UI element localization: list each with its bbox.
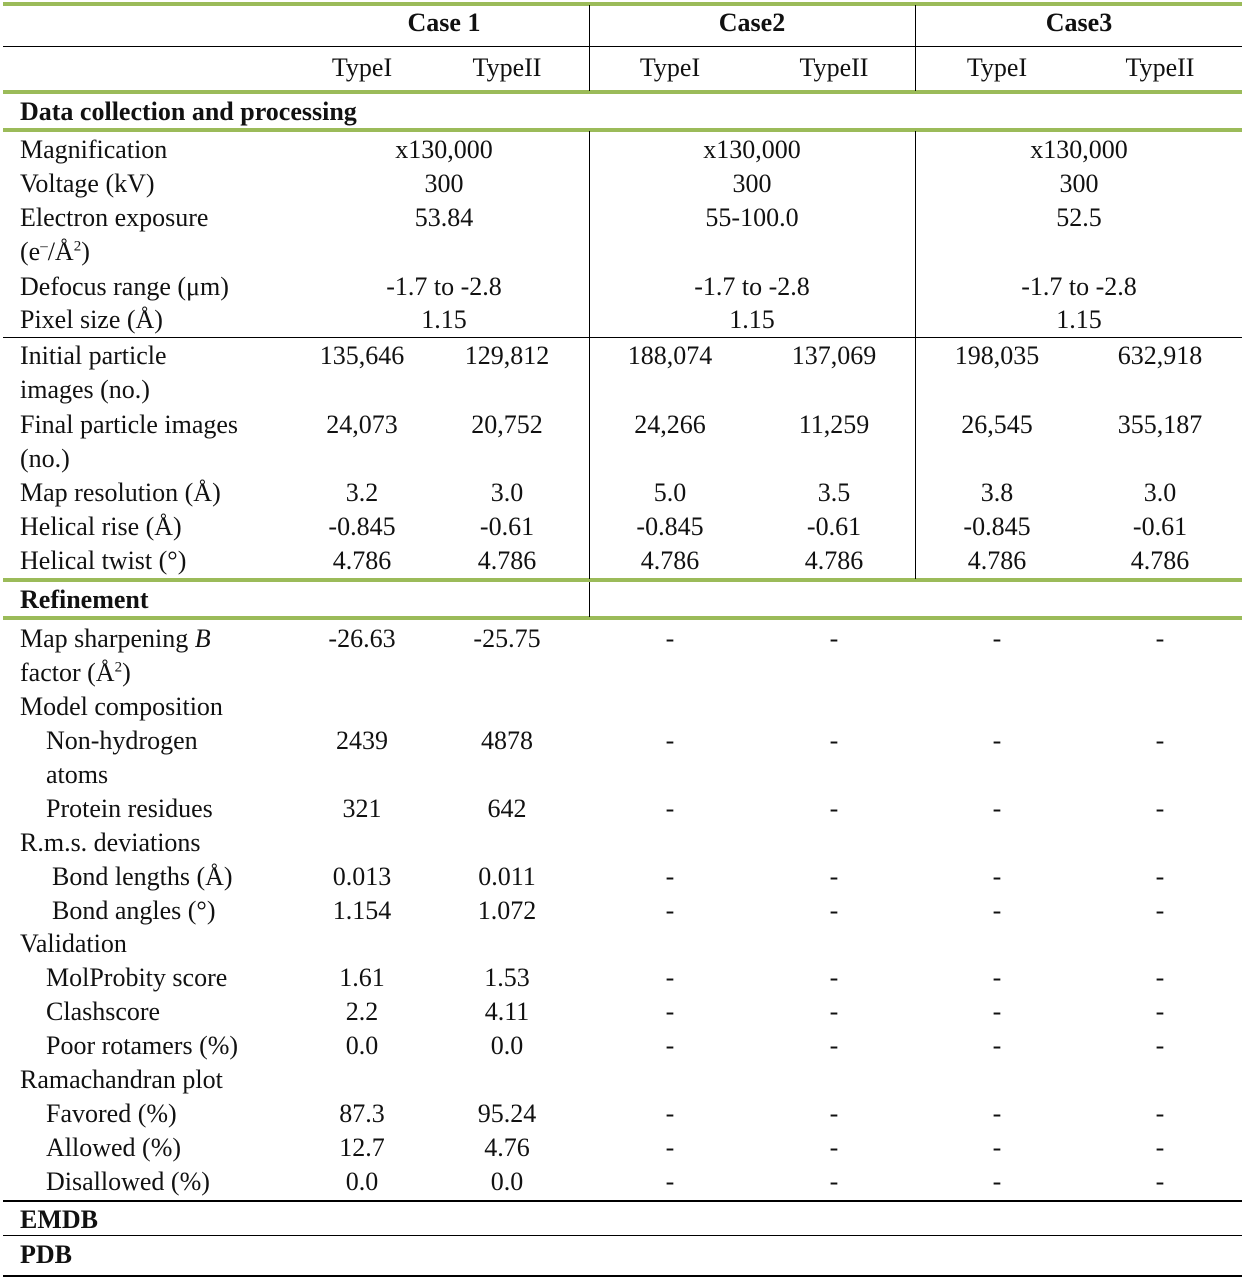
row-label: images (no.) (20, 375, 150, 404)
type-header: TypeI (966, 53, 1028, 82)
row-label: $(e^-/Å^2)$ (20, 237, 90, 266)
table-cell: 1.072 (477, 896, 537, 925)
table-cell: 321 (342, 794, 382, 823)
row-label: Ramachandran plot (20, 1065, 223, 1094)
column-divider (589, 582, 590, 617)
row-divider (3, 1235, 1242, 1236)
table-cell: 4.11 (484, 997, 530, 1026)
table-cell: 53.84 (414, 203, 474, 232)
table-cell: 12.7 (339, 1133, 385, 1162)
table-cell: -0.845 (328, 512, 396, 541)
type-header: TypeII (799, 53, 869, 82)
header-divider (3, 46, 1242, 47)
table-cell: - (992, 896, 1002, 925)
table-cell: 300 (1059, 169, 1099, 198)
row-label: Map resolution (Å) (20, 478, 221, 507)
table-cell: - (829, 1167, 839, 1196)
row-label: Validation (20, 929, 127, 958)
row-label: Bond angles (°) (52, 896, 216, 925)
row-label: Model composition (20, 692, 223, 721)
case-header: Case2 (718, 8, 786, 37)
table-cell: 3.0 (1143, 478, 1177, 507)
table-cell: 4.786 (332, 546, 392, 575)
table-cell: 2439 (336, 726, 388, 755)
table-cell: 4.786 (804, 546, 864, 575)
table-cell: x130,000 (703, 135, 801, 164)
table-cell: 300 (732, 169, 772, 198)
table-cell: 129,812 (464, 341, 550, 370)
table-cell: - (1155, 624, 1165, 653)
row-label: Pixel size (Å) (20, 305, 163, 334)
row-label: Voltage (kV) (20, 169, 155, 198)
table-cell: - (665, 1099, 675, 1128)
table-cell: 0.0 (345, 1167, 379, 1196)
table-cell: 2.2 (345, 997, 379, 1026)
type-header: TypeI (639, 53, 701, 82)
table-cell: - (665, 726, 675, 755)
table-cell: 1.154 (332, 896, 392, 925)
section-heading: Data collection and processing (20, 97, 357, 126)
row-label: MolProbity score (46, 963, 228, 992)
row-label: Favored (%) (46, 1099, 177, 1128)
table-cell: - (665, 794, 675, 823)
table-cell: 4.786 (477, 546, 537, 575)
table-cell: - (992, 1099, 1002, 1128)
table-cell: 4.786 (640, 546, 700, 575)
row-label: Helical rise (Å) (20, 512, 182, 541)
row-divider (3, 1200, 1242, 1202)
case-header: Case3 (1045, 8, 1113, 37)
table-cell: 95.24 (477, 1099, 537, 1128)
table-cell: 1.61 (339, 963, 385, 992)
row-label: Non-hydrogen (46, 726, 198, 755)
table-cell: - (1155, 726, 1165, 755)
row-label: Electron exposure (20, 203, 209, 232)
table-cell: - (992, 1167, 1002, 1196)
table-cell: - (1155, 1133, 1165, 1162)
column-divider (589, 131, 590, 579)
table-cell: -0.61 (1132, 512, 1188, 541)
type-header: TypeII (472, 53, 542, 82)
table-cell: - (665, 624, 675, 653)
section-heading: Refinement (20, 585, 149, 614)
row-label: R.m.s. deviations (20, 828, 201, 857)
table-cell: 188,074 (627, 341, 713, 370)
table-cell: 3.5 (817, 478, 851, 507)
table-cell: - (1155, 1031, 1165, 1060)
table-cell: - (665, 1133, 675, 1162)
row-label: Final particle images (20, 410, 239, 439)
table-cell: - (1155, 896, 1165, 925)
row-label: (no.) (20, 444, 70, 473)
table-cell: 355,187 (1117, 410, 1203, 439)
table-cell: 642 (487, 794, 527, 823)
table-cell: - (829, 1133, 839, 1162)
section-rule (3, 578, 1242, 582)
table-cell: 4878 (481, 726, 533, 755)
table-cell: 5.0 (653, 478, 687, 507)
row-label: Allowed (%) (46, 1133, 182, 1162)
table-cell: - (992, 963, 1002, 992)
table-cell: 0.0 (490, 1031, 524, 1060)
row-label: Bond lengths (Å) (52, 862, 233, 891)
table-cell: - (992, 1133, 1002, 1162)
case-header: Case 1 (407, 8, 481, 37)
table-cell: 4.786 (967, 546, 1027, 575)
table-cell: -0.845 (963, 512, 1031, 541)
table-cell: 11,259 (798, 410, 870, 439)
table-cell: 24,266 (634, 410, 706, 439)
table-cell: - (665, 862, 675, 891)
table-cell: 1.15 (729, 305, 775, 334)
section-heading: PDB (20, 1240, 72, 1269)
table-cell: 0.0 (345, 1031, 379, 1060)
table-cell: 20,752 (471, 410, 543, 439)
table-cell: - (992, 726, 1002, 755)
table-cell: - (665, 1167, 675, 1196)
table-cell: - (1155, 862, 1165, 891)
row-label: Helical twist (°) (20, 546, 187, 575)
table-cell: 4.786 (1130, 546, 1190, 575)
table-cell: - (829, 896, 839, 925)
table-cell: 0.0 (490, 1167, 524, 1196)
table-cell: - (829, 1099, 839, 1128)
table-cell: 1.15 (421, 305, 467, 334)
table-cell: 55-100.0 (705, 203, 799, 232)
type-header: TypeI (331, 53, 393, 82)
row-label: Magnification (20, 135, 168, 164)
table-cell: -0.61 (479, 512, 535, 541)
table-cell: 4.76 (484, 1133, 530, 1162)
column-divider (915, 131, 916, 579)
table-cell: 300 (424, 169, 464, 198)
table-cell: - (1155, 1167, 1165, 1196)
row-label: Disallowed (%) (46, 1167, 210, 1196)
row-label: Protein residues (46, 794, 213, 823)
table-cell: - (992, 862, 1002, 891)
row-label: Map sharpening B (20, 624, 211, 653)
table-cell: -26.63 (328, 624, 396, 653)
table-cell: - (665, 997, 675, 1026)
table-cell: 87.3 (339, 1099, 385, 1128)
table-cell: 3.8 (980, 478, 1014, 507)
table-cell: x130,000 (1030, 135, 1128, 164)
table-cell: - (992, 1031, 1002, 1060)
row-label: Defocus range (μm) (20, 272, 229, 301)
section-heading: EMDB (20, 1205, 98, 1234)
table-cell: 3.0 (490, 478, 524, 507)
table-cell: - (665, 1031, 675, 1060)
table-cell: - (829, 862, 839, 891)
table-cell: - (829, 963, 839, 992)
table-cell: - (829, 1031, 839, 1060)
table-cell: -0.61 (806, 512, 862, 541)
table-cell: 0.013 (332, 862, 392, 891)
table-cell: - (829, 997, 839, 1026)
section-rule (3, 616, 1242, 620)
header-bottom-rule (3, 90, 1242, 94)
table-cell: -25.75 (473, 624, 541, 653)
table-cell: 26,545 (961, 410, 1033, 439)
row-label: Poor rotamers (%) (46, 1031, 239, 1060)
row-label: atoms (46, 760, 109, 789)
table-cell: -0.845 (636, 512, 704, 541)
table-cell: - (1155, 963, 1165, 992)
table-cell: - (1155, 1099, 1165, 1128)
table-cell: 198,035 (954, 341, 1040, 370)
type-header: TypeII (1125, 53, 1195, 82)
row-divider (3, 337, 1242, 338)
table-cell: - (665, 963, 675, 992)
table-cell: 3.2 (345, 478, 379, 507)
table-cell: 1.53 (484, 963, 530, 992)
bottom-rule (3, 1275, 1242, 1277)
column-divider (589, 5, 590, 91)
table-cell: - (992, 624, 1002, 653)
row-label: Clashscore (46, 997, 161, 1026)
table-cell: -1.7 to -2.8 (1021, 272, 1137, 301)
table-cell: - (829, 624, 839, 653)
table-cell: - (1155, 997, 1165, 1026)
row-label: Initial particle (20, 341, 167, 370)
table-cell: - (665, 896, 675, 925)
table-cell: - (992, 997, 1002, 1026)
column-divider (915, 5, 916, 91)
table-cell: 1.15 (1056, 305, 1102, 334)
table-cell: 24,073 (326, 410, 398, 439)
table-cell: - (992, 794, 1002, 823)
table-cell: x130,000 (395, 135, 493, 164)
table-cell: -1.7 to -2.8 (386, 272, 502, 301)
table-cell: 52.5 (1056, 203, 1102, 232)
row-label: factor $(Å^2)$ (20, 658, 131, 687)
table-cell: - (829, 726, 839, 755)
table-cell: 137,069 (791, 341, 877, 370)
table-cell: -1.7 to -2.8 (694, 272, 810, 301)
table-cell: - (1155, 794, 1165, 823)
table-cell: 135,646 (319, 341, 405, 370)
table-cell: - (829, 794, 839, 823)
table-cell: 0.011 (478, 862, 536, 891)
table-cell: 632,918 (1117, 341, 1203, 370)
